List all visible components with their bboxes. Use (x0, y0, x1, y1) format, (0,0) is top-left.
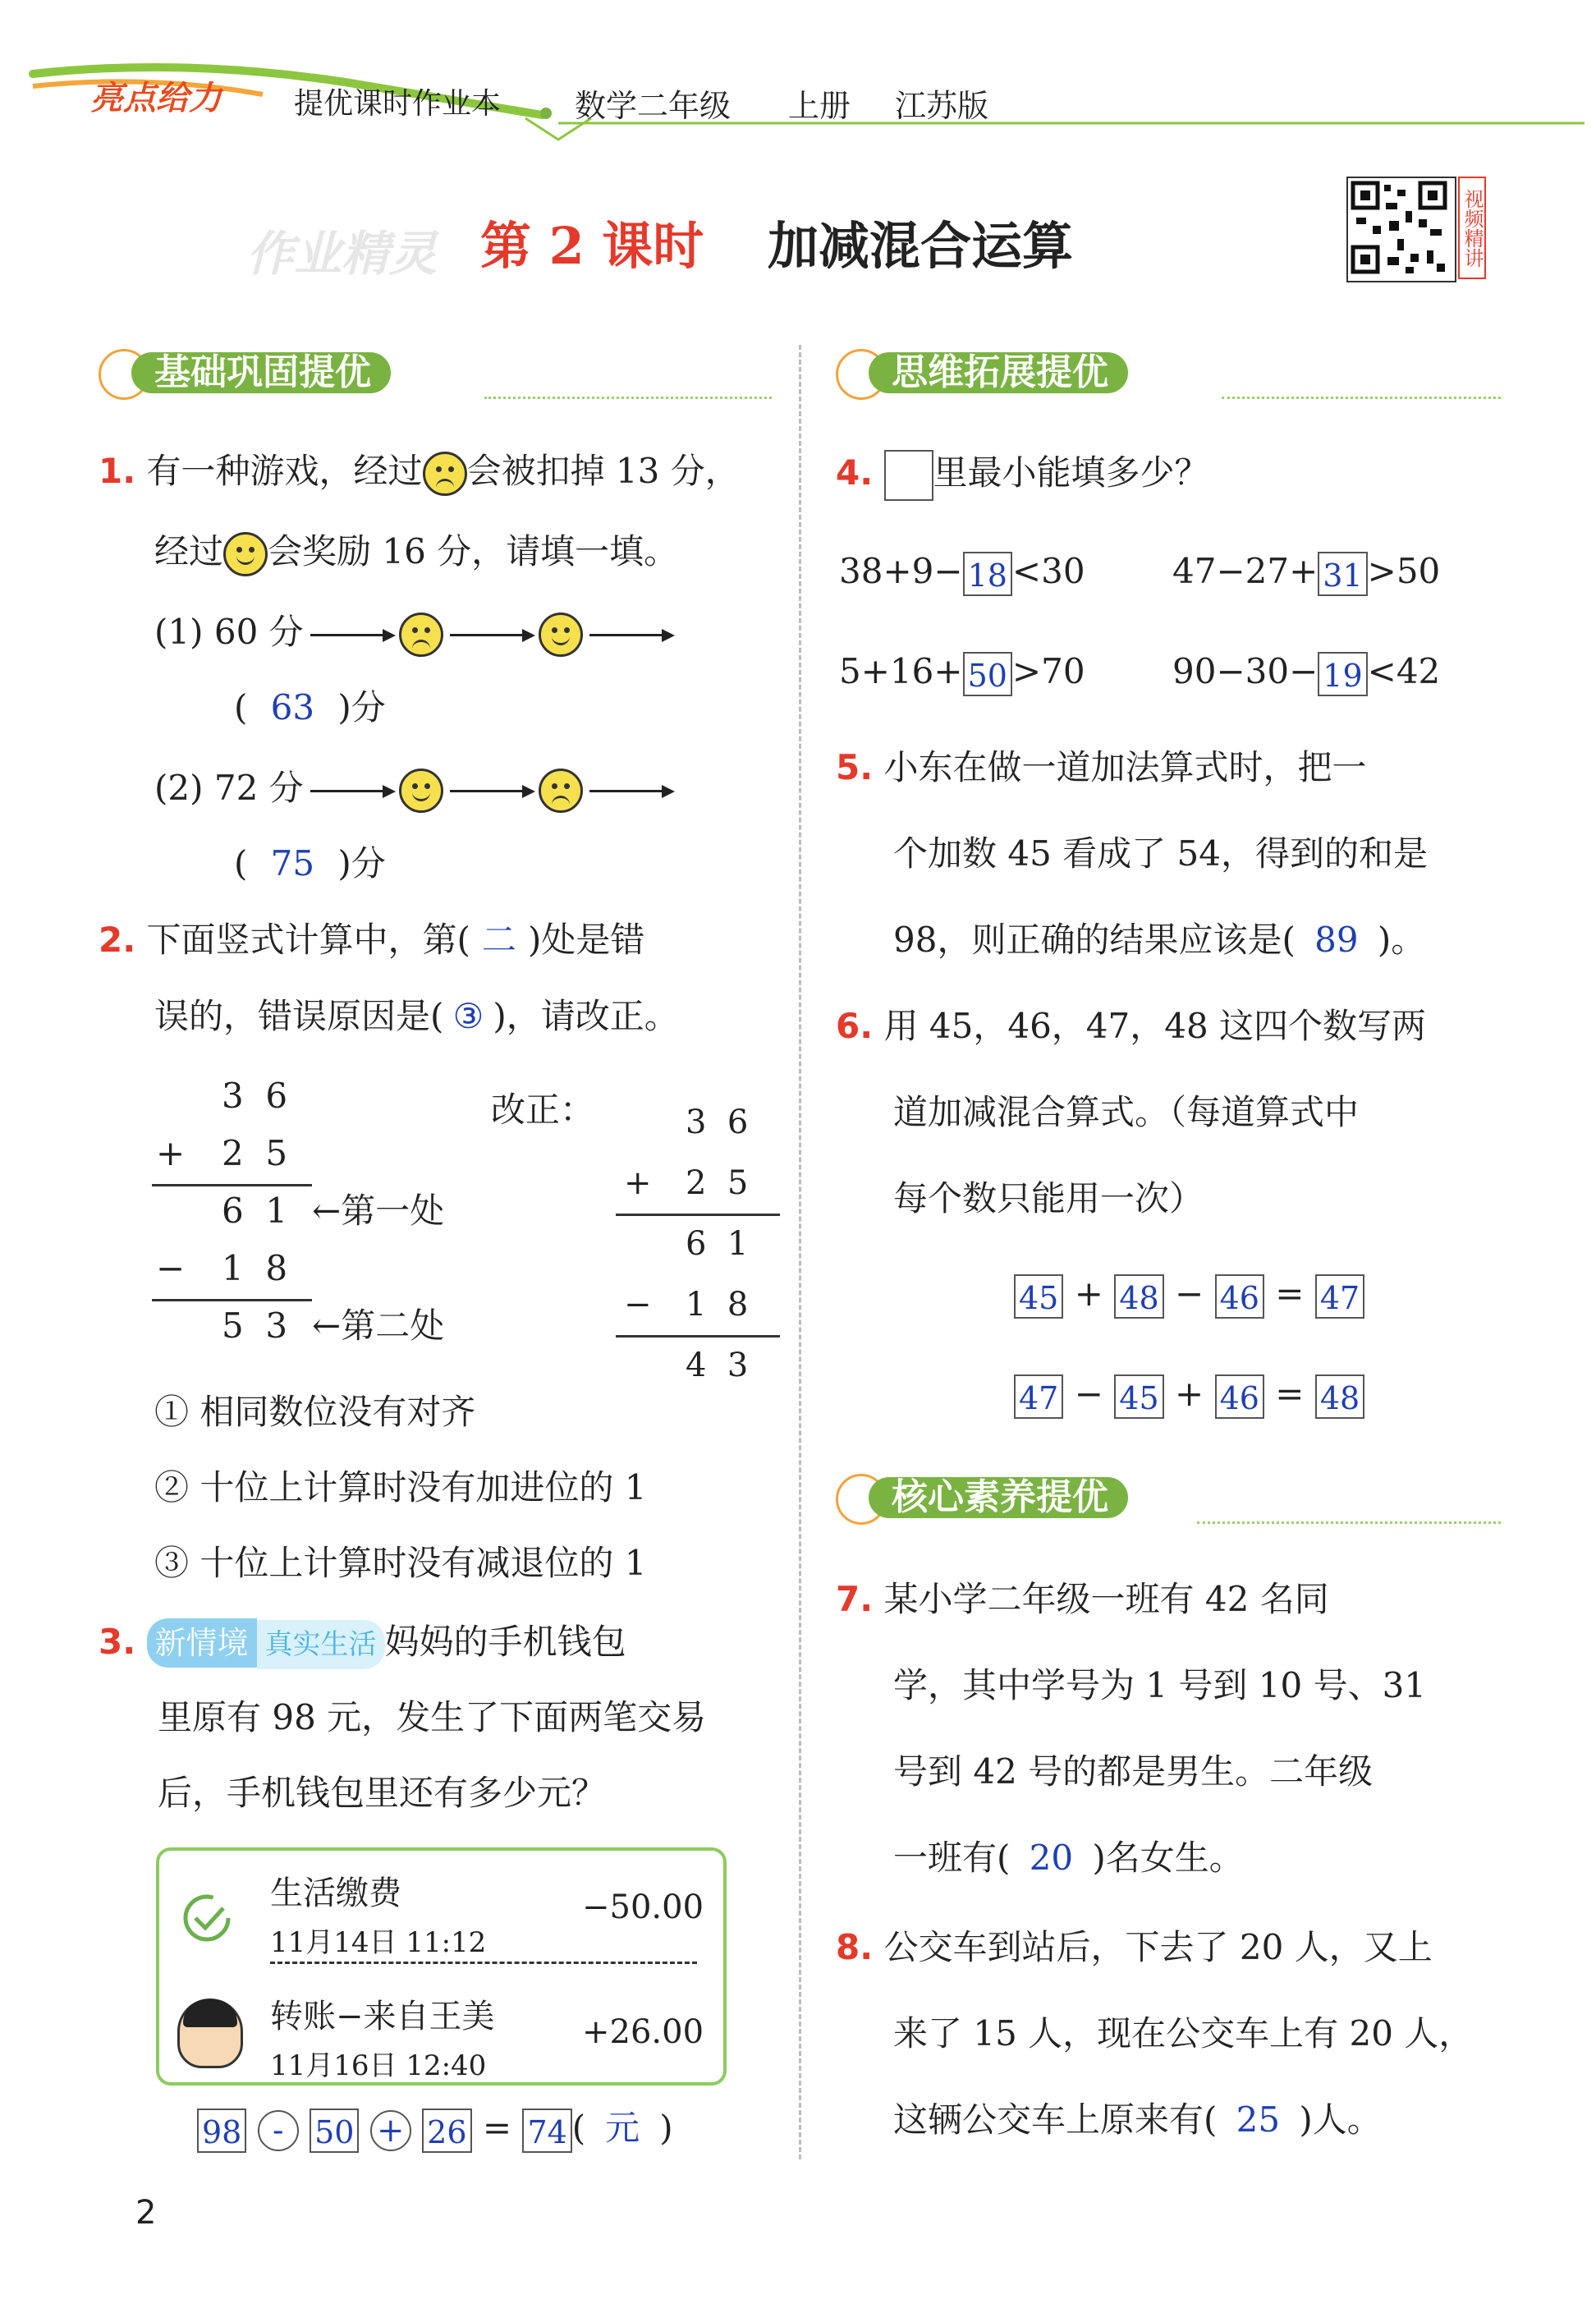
q6-eq2-result[interactable]: 48 (1315, 1374, 1364, 1419)
q6-line3: 每个数只能用一次） (893, 1178, 1204, 1218)
q5-line2: 个加数 45 看成了 54，得到的和是 (893, 833, 1428, 874)
q2-line1: 2. 下面竖式计算中，第( 二 )处是错 (99, 915, 644, 965)
q8-line3: 这辆公交车上原来有( 25 )人。 (893, 2095, 1382, 2145)
sad-face-icon (399, 613, 443, 657)
section-core (836, 1474, 1501, 1520)
q2-answer-reason[interactable]: ③ (452, 996, 484, 1036)
tx2-amount: +26.00 (582, 2013, 704, 2051)
eq-unit-answer[interactable]: 元 (605, 2108, 640, 2148)
q3-line2: 里原有 98 元，发生了下面两笔交易 (158, 1697, 707, 1737)
q8-line2: 来了 15 人，现在公交车上有 20 人， (893, 2013, 1474, 2053)
q1-part1-answer: ( 63 )分 (234, 683, 386, 732)
q2-number: 2. (99, 920, 136, 960)
q8-answer[interactable]: 25 (1236, 2099, 1281, 2140)
q7-number: 7. (836, 1579, 874, 1619)
q1-line1: 1. 有一种游戏，经过 会被扣掉 13 分， (99, 447, 740, 496)
wallet-transactions (156, 1847, 727, 2086)
arrow-icon (589, 790, 672, 792)
eq-op-plus[interactable]: + (370, 2110, 411, 2151)
q4-answer-1[interactable]: 18 (963, 552, 1012, 596)
q6-number: 6. (836, 1006, 874, 1046)
eq-box-50[interactable]: 50 (310, 2109, 359, 2153)
qr-code[interactable] (1346, 177, 1456, 282)
q2-answer-pos[interactable]: 二 (481, 920, 516, 960)
q3-line1: 3. 新情境 真实生活 妈妈的手机钱包 (99, 1618, 626, 1669)
section-core-title: 核心素养提优 (869, 1477, 1128, 1518)
q2-option-3: ③ 十位上计算时没有减退位的 1 (154, 1543, 647, 1583)
avatar (177, 1998, 243, 2068)
happy-face-icon (223, 532, 268, 576)
q6-line1: 6. 用 45，46，47，48 这四个数写两 (836, 1006, 1427, 1046)
eq-box-98[interactable]: 98 (197, 2109, 246, 2153)
q7-line4: 一班有( 20 )名女生。 (893, 1833, 1244, 1883)
brand-logo: 亮点给力 (90, 80, 222, 117)
q8-line1: 8. 公交车到站后，下去了 20 人，又上 (836, 1927, 1433, 1967)
arrow-icon (589, 634, 672, 636)
q5-answer[interactable]: 89 (1314, 920, 1359, 960)
q1-answer-2[interactable]: 75 (270, 843, 315, 883)
q2-line2: 误的，错误原因是( ③ )，请改正。 (154, 992, 679, 1041)
blank-box (884, 450, 933, 501)
eq-box-26[interactable]: 26 (422, 2109, 471, 2153)
eq-op-minus[interactable]: - (258, 2110, 299, 2151)
eq-box-result[interactable]: 74 (522, 2109, 571, 2153)
section-basic (99, 349, 772, 395)
q3-line3: 后，手机钱包里还有多少元？ (158, 1773, 607, 1813)
happy-face-icon (399, 769, 443, 813)
q1-part2-answer: ( 75 )分 (234, 839, 386, 888)
q5-line1: 5. 小东在做一道加法算式时，把一 (836, 747, 1367, 787)
sad-face-icon (423, 452, 467, 496)
q4-line1: 4. 里最小能填多少？ (836, 448, 1209, 501)
section-thinking (836, 349, 1501, 395)
q5-number: 5. (836, 747, 874, 787)
q4-answer-2[interactable]: 31 (1318, 552, 1367, 596)
q6-eq1-num2[interactable]: 48 (1114, 1274, 1163, 1319)
q1-line2: 经过 会奖励 16 分，请填一填。 (154, 527, 678, 576)
tx2-name: 转账−来自王美 (270, 1998, 495, 2035)
q1-number: 1. (99, 451, 136, 491)
tag-new-scenario: 新情境 (147, 1618, 257, 1668)
q4-row2b: 90−30− 19 <42 (1172, 647, 1440, 696)
first-error-label: ←第一处 (312, 1191, 445, 1231)
q4-row1: 38+9− 18 <30 (839, 547, 1085, 596)
q3-number: 3. (99, 1622, 136, 1662)
subject-grade: 数学二年级 (575, 88, 732, 124)
q6-eq2-num3[interactable]: 46 (1215, 1374, 1264, 1419)
q4-answer-3[interactable]: 50 (963, 652, 1012, 696)
tag-real-life: 真实生活 (257, 1620, 385, 1669)
q1-answer-1[interactable]: 63 (270, 687, 315, 727)
column-divider (799, 345, 801, 2159)
q7-answer[interactable]: 20 (1029, 1838, 1074, 1878)
lesson-number: 第 2 课时 (480, 216, 704, 276)
q7-line1: 7. 某小学二年级一班有 42 名同 (836, 1579, 1329, 1619)
tx1-amount: −50.00 (582, 1888, 704, 1926)
section-basic-title: 基础巩固提优 (131, 352, 391, 393)
q6-eq1-num1[interactable]: 45 (1014, 1274, 1063, 1319)
arrow-icon (450, 790, 532, 792)
q5-line3: 98，则正确的结果应该是( 89 )。 (893, 915, 1425, 965)
q6-line2: 道加减混合算式。（每道算式中 (893, 1092, 1360, 1132)
qr-icon (1348, 178, 1452, 278)
q6-eq1-num3[interactable]: 46 (1215, 1274, 1264, 1319)
second-error-label: ←第二处 (312, 1306, 445, 1346)
q6-equation-2: 47 − 45 + 46 = 48 (1014, 1370, 1364, 1419)
watermark: 作业精灵 (246, 226, 438, 282)
q4-number: 4. (836, 452, 874, 493)
arrow-icon (310, 790, 392, 792)
q7-line2: 学，其中学号为 1 号到 10 号、31 (893, 1665, 1427, 1705)
page-number: 2 (135, 2194, 157, 2232)
volume: 上册 (788, 88, 851, 124)
q2-option-1: ① 相同数位没有对齐 (154, 1392, 476, 1432)
q7-line3: 号到 42 号的都是男生。二年级 (893, 1751, 1374, 1792)
arrow-icon (310, 634, 392, 636)
series-title: 提优课时作业本 (294, 87, 502, 121)
q4-answer-4[interactable]: 19 (1318, 652, 1367, 696)
q8-number: 8. (836, 1927, 874, 1967)
arrow-icon (450, 634, 532, 636)
happy-face-icon (539, 613, 583, 657)
q1-part1: (1) 60 分 (154, 608, 678, 657)
q4-row2: 5+16+ 50 >70 (839, 647, 1085, 696)
section-thinking-title: 思维拓展提优 (869, 352, 1128, 393)
q6-equation-1: 45 + 48 − 46 = 47 (1014, 1269, 1364, 1319)
q6-eq2-num2[interactable]: 45 (1114, 1374, 1163, 1419)
q6-eq2-num1[interactable]: 47 (1014, 1374, 1063, 1419)
tx1-time: 11月14日 11:12 (270, 1926, 487, 1959)
q3-equation: 98 - 50 + 26 = 74 ( 元 ) (197, 2104, 673, 2153)
correction-label: 改正： (491, 1090, 595, 1130)
page-title: 加减混合运算 (768, 216, 1074, 276)
vertical-calc-correct: 3 6 + 2 5 6 1 − 1 8 4 3 (612, 1092, 784, 1404)
check-icon (181, 1892, 238, 1949)
q6-eq1-result[interactable]: 47 (1315, 1274, 1364, 1319)
video-label[interactable]: 视频精讲 (1458, 177, 1486, 279)
tx1-name: 生活缴费 (270, 1875, 401, 1912)
sad-face-icon (539, 769, 583, 813)
edition: 江苏版 (895, 88, 989, 124)
q1-part2: (2) 72 分 (154, 764, 678, 813)
q4-row1b: 47−27+ 31 >50 (1172, 547, 1440, 596)
q2-option-2: ② 十位上计算时没有加进位的 1 (154, 1467, 647, 1507)
vertical-calc-wrong: 3 6 + 2 5 6 1 ←第一处 − 1 8 5 3 ←第二处 (148, 1067, 517, 1363)
tx2-time: 11月16日 12:40 (270, 2049, 487, 2082)
